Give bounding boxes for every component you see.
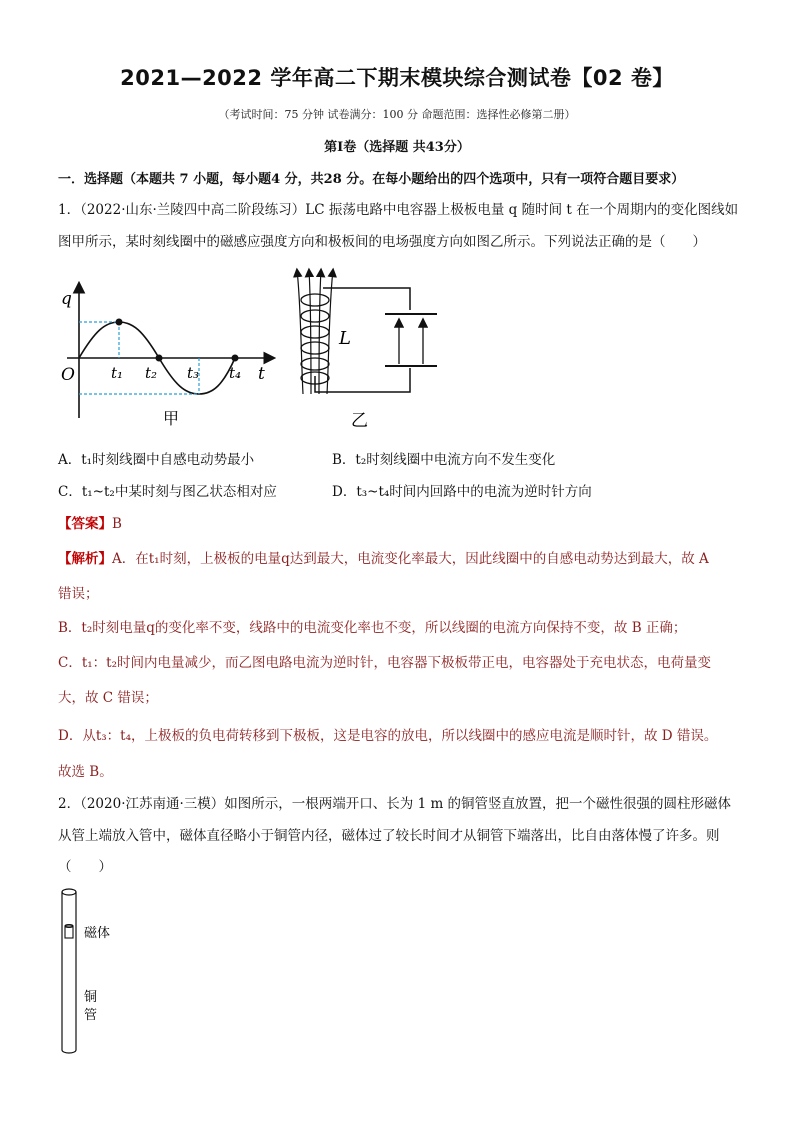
q1-option-a: A．t₁时刻线圈中自感电动势最小 <box>58 452 255 468</box>
figure-copper-pipe <box>56 886 126 1058</box>
pipe-label-2: 管 <box>84 1008 98 1023</box>
analysis-text: A．在t₁时刻，上极板的电量q达到最大，电流变化率最大，因此线圈中的自感电动势达到最大，故 A <box>112 551 709 567</box>
q1-analysis-line7: 故选 B。 <box>58 764 113 780</box>
q1-option-b: B．t₂时刻线圈中电流方向不发生变化 <box>332 452 556 468</box>
tick-label-t4: t₄ <box>229 364 242 382</box>
magnet-label: 磁体 <box>84 926 111 941</box>
tick-label-t1: t₁ <box>111 364 124 382</box>
q2-stem-line2: 从管上端放入管中，磁体直径略小于铜管内径，磁体过了较长时间才从铜管下端落出，比自由落体慢了许多。则 <box>58 828 720 844</box>
q1-option-c: C．t₁~t₂中某时刻与图乙状态相对应 <box>58 484 277 500</box>
q1-analysis-line2: 错误； <box>58 586 99 602</box>
tick-label-t2: t₂ <box>145 364 158 382</box>
q1-analysis-line6: D．从t₃：t₄，上极板的负电荷转移到下极板，这是电容的放电，所以线圈中的感应电流是顺时针，故 D 错误。 <box>58 728 718 744</box>
figure-b-lc-circuit <box>285 266 445 436</box>
figure-b-caption: 乙 <box>351 411 368 431</box>
figure-a-caption: 甲 <box>163 409 180 428</box>
answer-value: B <box>112 516 122 532</box>
q1-analysis-line3: B．t₂时刻电量q的变化率不变，线路中的电流变化率也不变，所以线圈的电流方向保持不变，故 B 正确； <box>58 620 687 636</box>
q1-stem-line1: 1．（2022·山东·兰陵四中高二阶段练习）LC 振荡电路中电容器上极板电量 q 随时间 t 在一个周期内的变化图线如 <box>58 202 739 218</box>
point-t2 <box>156 355 163 362</box>
q1-analysis-line5: 大，故 C 错误； <box>58 690 158 706</box>
exam-info: （考试时间：75 分钟 试卷满分：100 分 命题范围：选择性必修第二册） <box>218 108 576 121</box>
analysis-label: 【解析】 <box>58 551 112 567</box>
q1-analysis-line4: C．t₁：t₂时间内电量减少，而乙图电路电流为逆时针，电容器下极板带正电，电容器处于充电状态，电荷量变 <box>58 655 712 671</box>
q1-answer <box>58 512 122 532</box>
section-heading: 第Ⅰ卷（选择题 共43分） <box>324 140 470 155</box>
pipe-label-1: 铜 <box>84 990 98 1005</box>
point-t1 <box>116 319 123 326</box>
q1-stem-line2: 图甲所示，某时刻线圈中的磁感应强度方向和极板间的电场强度方向如图乙所示。下列说法正确的是（ ） <box>58 234 706 250</box>
figure-a-q-t-graph <box>55 278 285 428</box>
inductor-label: L <box>339 328 351 349</box>
page-title: 2021—2022 学年高二下期末模块综合测试卷【02 卷】 <box>120 66 674 90</box>
q2-stem-line1: 2．（2020·江苏南通·三模）如图所示，一根两端开口、长为 1 m 的铜管竖直放置，把一个磁性很强的圆柱形磁体 <box>58 796 732 812</box>
inductor-coil <box>301 294 329 384</box>
q2-stem-line3: （ ） <box>58 859 112 875</box>
t-axis-label: t <box>258 364 265 384</box>
origin-label: O <box>61 365 75 385</box>
answer-label: 【答案】 <box>58 516 112 532</box>
q1-analysis-line1 <box>58 547 709 567</box>
part-heading: 一．选择题（本题共 7 小题，每小题4 分，共28 分。在每小题给出的四个选项中，只有一项符合题目要求） <box>58 172 685 187</box>
q1-option-d: D．t₃~t₄时间内回路中的电流为逆时针方向 <box>332 484 592 500</box>
tick-label-t3: t₃ <box>187 364 200 382</box>
point-t4 <box>232 355 239 362</box>
q-axis-label: q <box>61 289 72 309</box>
